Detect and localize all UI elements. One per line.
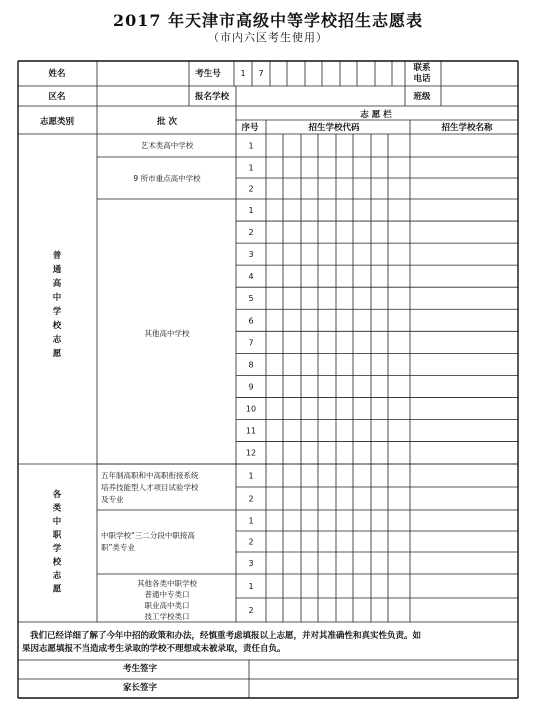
declaration-line1: 我们已经详细了解了今年中招的政策和办法，经慎重考虑填报以上志愿，并对其准确性和真实性负责。如 [30, 631, 422, 641]
svg-text:类: 类 [52, 503, 62, 514]
phone-label-line2: 电话 [413, 74, 431, 84]
batch-header: 批 次 [157, 117, 177, 127]
district-field[interactable] [97, 88, 189, 105]
svg-text:校: 校 [52, 321, 62, 331]
name-label: 姓名 [48, 69, 66, 79]
svg-text:普: 普 [52, 251, 62, 261]
seq-number-art: 1 [248, 141, 254, 151]
batch-three-two-line1: 中职学校“三二分段中职接高 [101, 531, 195, 540]
parent-sign-label: 家长签字 [122, 683, 158, 693]
svg-text:愿: 愿 [52, 349, 62, 359]
code-header: 招生学校代码 [308, 123, 360, 133]
svg-text:通: 通 [52, 265, 62, 275]
batch-art: 艺术类高中学校 [140, 141, 194, 150]
school-name-header: 招生学校名称 [441, 123, 493, 133]
seq-number-other-high: 1 [248, 206, 254, 216]
seq-number-other-high: 6 [248, 316, 254, 326]
seq-number-other-high: 11 [245, 426, 257, 436]
svg-text:职: 职 [52, 530, 62, 541]
school-label: 报名学校 [194, 92, 230, 102]
seq-header: 序号 [241, 123, 259, 133]
declaration-line2: 果因志愿填报不当造成考生录取的学校不理想或未被录取，责任自负。 [22, 644, 286, 654]
seq-number-other-high: 10 [245, 404, 257, 414]
seq-number-other-high: 9 [248, 382, 254, 392]
batch-other-voc-line3: 职业高中类口 [144, 601, 190, 610]
svg-text:校: 校 [52, 557, 62, 568]
seq-number-five-year: 2 [248, 494, 254, 504]
svg-text:愿: 愿 [52, 584, 62, 595]
exam-no-digit-2: 7 [258, 69, 264, 78]
seq-number-key9: 2 [248, 184, 254, 194]
batch-other-high: 其他高中学校 [144, 329, 190, 338]
parent-sign-field[interactable] [249, 680, 518, 697]
seq-number-other-high: 12 [245, 448, 257, 458]
form-subtitle: （市内六区考生使用） [208, 31, 328, 44]
seq-number-five-year: 1 [248, 471, 254, 481]
seq-number-other-high: 7 [248, 338, 254, 348]
batch-five-year-line2: 培养技能型人才项目试验学校 [101, 483, 199, 492]
student-sign-field[interactable] [249, 661, 518, 678]
category-header: 志愿类别 [39, 117, 75, 127]
seq-number-key9: 1 [248, 163, 254, 173]
batch-key9: 9 所市重点高中学校 [133, 174, 201, 183]
district-label: 区名 [48, 92, 66, 102]
svg-text:中: 中 [52, 517, 62, 527]
seq-number-other-high: 5 [248, 294, 254, 304]
student-sign-label: 考生签字 [122, 664, 158, 674]
seq-number-other-high: 2 [248, 228, 254, 238]
phone-field[interactable] [441, 63, 518, 84]
svg-text:学: 学 [52, 544, 62, 554]
batch-five-year-line3: 及专业 [101, 495, 124, 504]
vocational-section-label [52, 489, 62, 595]
batch-three-two-line2: 职”类专业 [101, 543, 135, 552]
name-field[interactable] [97, 63, 189, 84]
svg-text:高: 高 [52, 279, 62, 289]
seq-number-three-two: 2 [248, 537, 254, 547]
svg-text:学: 学 [52, 307, 62, 317]
seq-number-other-high: 8 [248, 360, 254, 370]
batch-other-voc-line2: 普通中专类口 [144, 590, 190, 599]
phone-label-line1: 联系 [413, 63, 431, 73]
seq-number-other-high: 4 [248, 272, 254, 282]
general-high-section-label [52, 250, 62, 359]
class-label: 班级 [413, 92, 431, 102]
svg-text:中: 中 [52, 293, 62, 303]
exam-no-label: 考生号 [195, 69, 221, 79]
svg-text:志: 志 [52, 335, 62, 345]
exam-no-digit-1: 1 [240, 69, 246, 78]
svg-text:各: 各 [52, 490, 62, 500]
svg-text:志: 志 [52, 571, 62, 581]
wish-column-header: 志 愿 栏 [360, 110, 392, 120]
batch-other-voc-line1: 其他各类中职学校 [137, 579, 197, 588]
batch-other-voc-line4: 技工学校类口 [144, 612, 190, 621]
seq-number-other-voc: 2 [248, 606, 254, 615]
seq-number-three-two: 1 [248, 516, 254, 526]
seq-number-three-two: 3 [248, 559, 254, 568]
seq-number-other-high: 3 [248, 250, 254, 260]
form-title: 2017 年天津市高级中等学校招生志愿表 [112, 11, 424, 30]
batch-five-year-line1: 五年制高职和中高职衔接系统 [101, 471, 199, 480]
seq-number-other-voc: 1 [248, 582, 254, 591]
school-field[interactable] [236, 88, 406, 105]
class-field[interactable] [441, 88, 518, 105]
